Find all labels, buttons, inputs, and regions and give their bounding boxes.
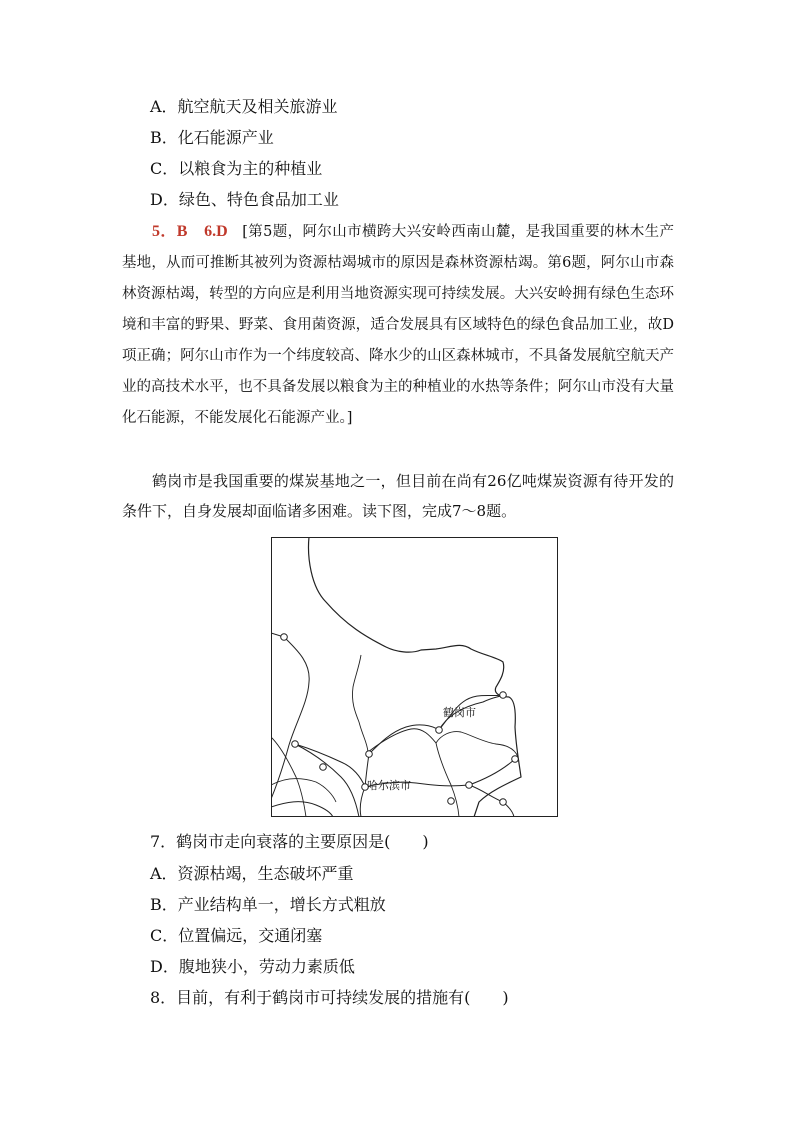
city-marker (512, 756, 519, 763)
city-marker (466, 782, 473, 789)
city-marker (292, 741, 299, 748)
option-d: D．绿色、特色食品加工业 (150, 190, 339, 209)
q7-option-d: D．腹地狭小，劳动力素质低 (150, 957, 355, 976)
question-7: 7．鹤岗市走向衰落的主要原因是( ) (150, 832, 429, 851)
question-8: 8．目前，有利于鹤岗市可持续发展的措施有( ) (150, 988, 509, 1007)
city-marker (366, 751, 373, 758)
map-frame (272, 538, 558, 817)
answer-text: [第5题，阿尔山市横跨大兴安岭西南山麓，是我国重要的林木生产基地，从而可推断其被列为资源枯竭城市的原因是森林资源枯竭。第6题，阿尔山市森林资源枯竭，转型的方向应是利用当地资源实现可持续发展。大兴安岭拥有绿色生态环境和丰富的野果、野菜、食用菌资源，适合发展具有区域特色的绿色食品加工业，故D项正确；阿尔山市作为一个纬度较高、降水少的山区森林城市，不具备发展航空航天产业的高技术水平，也不具备发展以粮食为主的种植业的水热等条件；阿尔山市没有大量化石能源，不能发展化石能源产业。] (122, 224, 674, 426)
option-c: C．以粮食为主的种植业 (150, 159, 323, 178)
city-marker (448, 798, 455, 805)
city-marker (281, 634, 288, 641)
label-hegang: 鹤岗市 (443, 706, 476, 719)
city-marker (436, 727, 443, 734)
answer-key: 5．B 6.D (152, 223, 228, 240)
option-b: B．化石能源产业 (150, 128, 274, 147)
q7-option-a: A．资源枯竭，生态破坏严重 (150, 864, 354, 883)
q7-option-b: B．产业结构单一，增长方式粗放 (150, 895, 386, 914)
option-a: A．航空航天及相关旅游业 (150, 97, 338, 116)
city-marker (320, 764, 327, 771)
answer-explanation (122, 216, 674, 434)
intro-paragraph: 鹤岗市是我国重要的煤炭基地之一，但目前在尚有26亿吨煤炭资源有待开发的条件下，自身发展却面临诸多困难。读下图，完成7～8题。 (122, 472, 674, 520)
hegang-map (271, 537, 558, 817)
city-marker (500, 799, 507, 806)
city-marker (500, 692, 507, 699)
q7-option-c: C．位置偏远，交通闭塞 (150, 926, 323, 945)
label-harbin: 哈尔滨市 (367, 779, 411, 792)
